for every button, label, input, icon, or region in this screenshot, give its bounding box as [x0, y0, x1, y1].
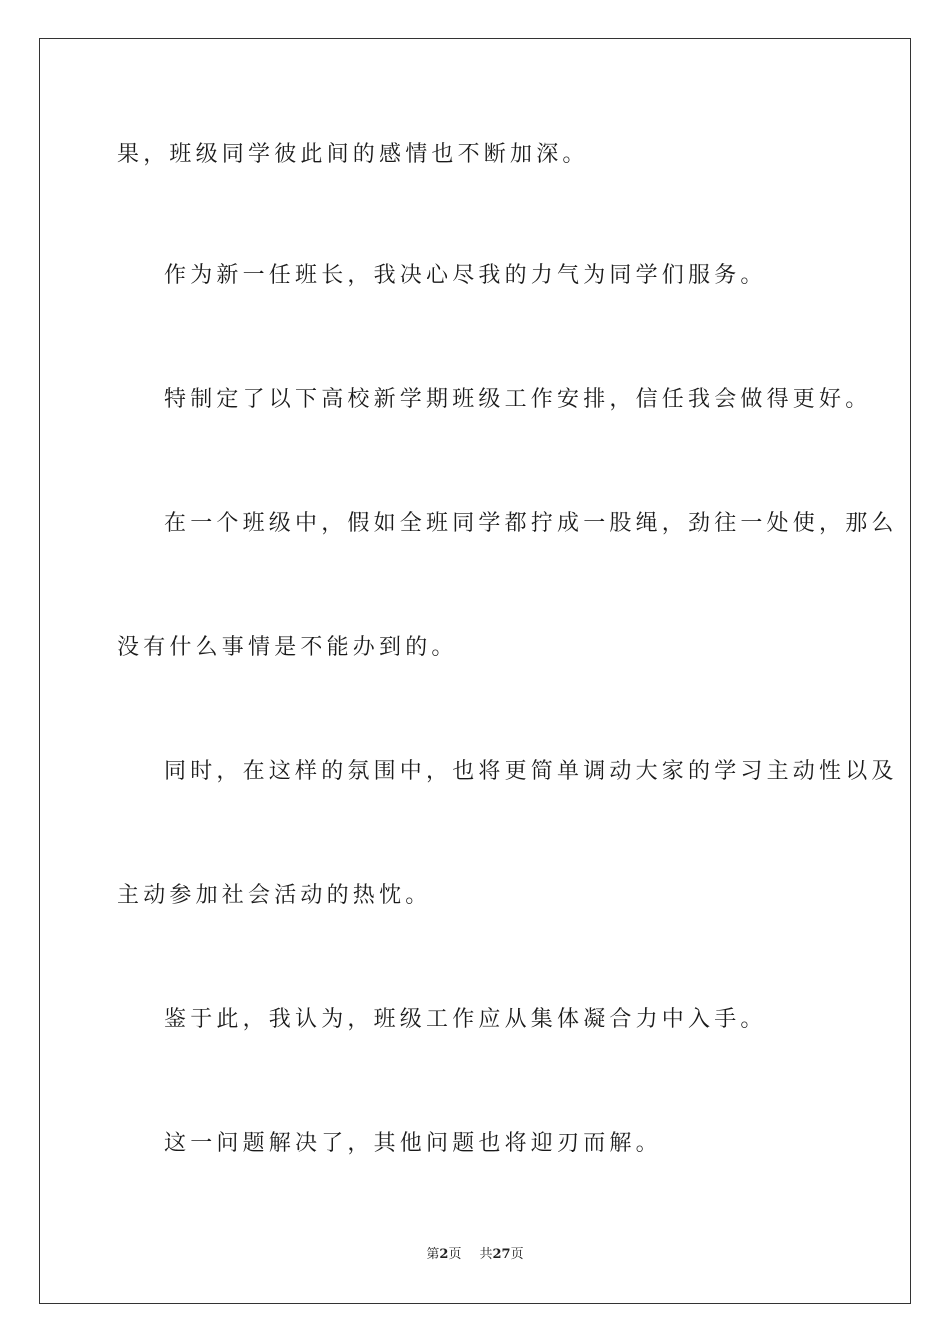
- footer-page-total: 27: [492, 1247, 511, 1262]
- paragraph-line-4: 在一个班级中，假如全班同学都拧成一股绳，劲往一处使，那么: [164, 511, 898, 536]
- footer-page-current: 2: [439, 1247, 449, 1262]
- paragraph-line-6: 同时，在这样的氛围中，也将更简单调动大家的学习主动性以及: [164, 759, 898, 784]
- footer-total-prefix: 共: [479, 1247, 493, 1262]
- paragraph-line-3: 特制定了以下高校新学期班级工作安排，信任我会做得更好。: [164, 387, 872, 412]
- page-footer: [0, 1246, 950, 1264]
- paragraph-line-9: 这一问题解决了，其他问题也将迎刃而解。: [164, 1131, 662, 1156]
- paragraph-line-7: 主动参加社会活动的热忱。: [117, 883, 432, 908]
- footer-page-prefix: 第: [426, 1247, 440, 1262]
- paragraph-line-5: 没有什么事情是不能办到的。: [117, 635, 458, 660]
- paragraph-line-8: 鉴于此，我认为，班级工作应从集体凝合力中入手。: [164, 1007, 767, 1032]
- footer-page-suffix: 页: [448, 1247, 462, 1262]
- paragraph-line-1: 果，班级同学彼此间的感情也不断加深。: [117, 142, 589, 167]
- page-frame: [39, 38, 911, 1304]
- paragraph-line-2: 作为新一任班长，我决心尽我的力气为同学们服务。: [164, 263, 767, 288]
- footer-total-suffix: 页: [510, 1247, 524, 1262]
